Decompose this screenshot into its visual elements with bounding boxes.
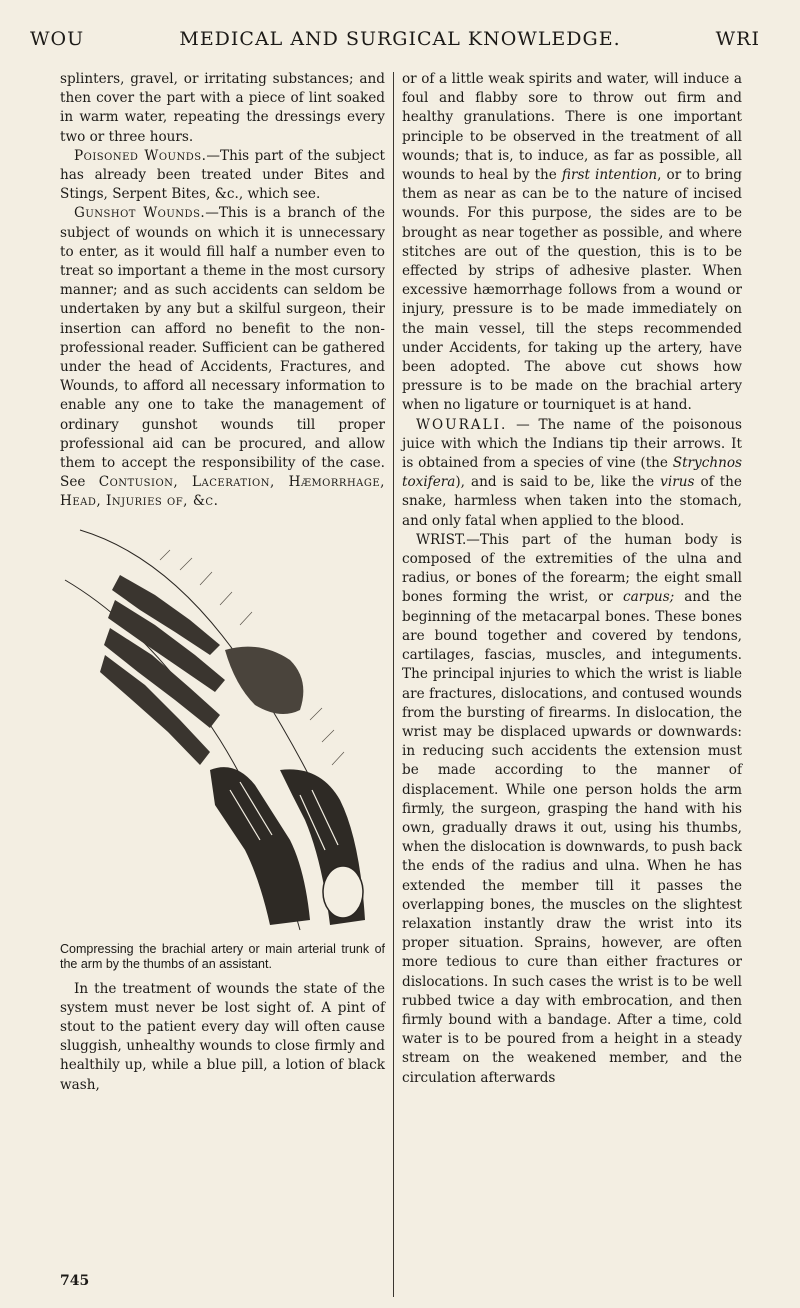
text-incised-wounds: , or to bring them as near as can be to the nature of incised wounds. For this purpose, the sides are to be brought as near together as possible, and where stitches are out of the question, this is to be effected by strips of adhesive plaster. When excessive hæmorrhage follows from a wound or injury, pressure is to be made immediately on the main vessel, till the steps recommended under Accidents, for taking up the artery, have been adopted. The above cut shows how pressure is to be made on the brachial artery when no ligature or tourniquet is at hand. <box>402 167 742 414</box>
entry-body-poisoned-wounds: —This part of the subject has already been treated under Bites and Stings, Serpent Bites, &c., which see. <box>60 147 385 203</box>
running-header <box>0 28 800 58</box>
text-wourali-c: of the snake, harmless when taken into the stomach, and only fatal when applied to the blood. <box>402 474 742 529</box>
entry-gunshot-wounds <box>60 204 385 511</box>
figure-brachial-compression <box>60 520 385 938</box>
entry-body-gunshot-wounds: —This is a branch of the subject of wounds on which it is unnecessary to enter, as it would fill half a number even to treat so important a theme in the most cursory manner; and as such accidents can seldom be undertaken by any but a skilful surgeon, their insertion can afford no benefit to the non-professional reader. Sufficient can be gathered under the head of Accidents, Fractures, and Wounds, to afford all necessary information to enable any one to take the management of ordinary gunshot wounds till proper professional aid can be procured, and allow them to accept the responsibility of the case. See <box>60 205 385 491</box>
header-left-guide-word: WOU <box>30 28 85 50</box>
entry-wourali <box>402 416 742 531</box>
see-also-references: Contusion, Laceration, Hæmorrhage, Head, Injuries of, &c. <box>60 474 385 510</box>
header-title: MEDICAL AND SURGICAL KNOWLEDGE. <box>179 28 621 50</box>
paragraph-treatment: In the treatment of wounds the state of the system must never be lost sight of. A pint of stout to the patient every day will often cause sluggish, unhealthy wounds to close firmly and healthily up, while a blue pill, a lotion of black wash, <box>60 980 385 1093</box>
right-column <box>402 70 742 1088</box>
text-wrist-a: —This part of the human body is composed of the extremities of the ulna and radius, or bones of the forearm; the eight small bones forming the wrist, or <box>402 531 742 606</box>
text-wourali-b: ), and is said to be, like the <box>455 474 655 491</box>
assistant-thumb <box>225 646 303 713</box>
term-virus: virus <box>660 474 695 491</box>
entry-wrist <box>402 531 742 1088</box>
column-rule <box>393 72 394 1297</box>
paragraph-splinters: splinters, gravel, or irritating substances; and then cover the part with a piece of lint soaked in warm water, repeating the dressings every two or three hours. <box>60 71 385 145</box>
text-wrist-b: and the beginning of the metacarpal bones. These bones are bound together and covered by tendons, cartilages, fascias, muscles, and integuments. The principal injuries to which the wrist is liable are fractures, dislocations, and contused wounds from the bursting of firearms. In dislocation, the wrist may be displaced upwards or downwards: in reducing such accidents the extension must be made according to the manner of displacement. While one person holds the arm firmly, the surgeon, grasping the hand with his own, gradually draws it out, using his thumbs, when the dislocation is downwards, to push back the ends of the radius and ulna. When he has extended the member till it passes the overlapping bones, the muscles on the slightest relaxation instantly draw the wrist into its proper situation. Sprains, however, are often more tedious to cure than either fractures or dislocations. In such cases the wrist is to be well rubbed twice a day with embrocation, and then firmly bound with a bandage. After a time, cold water is to be poured from a height in a steady stream on the weakened member, and the circulation afterwards <box>402 589 742 1086</box>
term-first-intention: first intention <box>561 167 658 184</box>
entry-poisoned-wounds <box>60 147 385 205</box>
entry-term-poisoned-wounds: Poisoned Wounds. <box>74 147 207 164</box>
assistant-hand-upper <box>100 575 225 765</box>
text-wourali-a: — The name of the poisonous juice with which the Indians tip their arrows. It is obtained from a species of vine (the <box>402 416 742 472</box>
entry-term-wourali: WOURALI. <box>416 416 508 433</box>
term-carpus: carpus; <box>623 589 675 606</box>
page-number: 745 <box>60 1273 90 1289</box>
text-granulations: or of a little weak spirits and water, will induce a foul and flabby sore to throw out firm and healthy granulations. There is one important principle to be observed in the treatment of all wounds; that is, to induce, as far as possible, all wounds to heal by the <box>402 71 742 184</box>
header-right-guide-word: WRI <box>715 28 760 50</box>
engraving-arm-illustration <box>60 520 385 938</box>
thumbnail-detail <box>323 866 363 918</box>
entry-term-wrist: WRIST. <box>416 531 467 548</box>
paragraph-granulations <box>402 70 742 416</box>
term-strychnos: Strychnos toxifera <box>402 455 742 491</box>
entry-term-gunshot-wounds: Gunshot Wounds. <box>74 205 206 222</box>
figure-caption: Compressing the brachial artery or main arterial trunk of the arm by the thumbs of an assistant. <box>60 941 385 971</box>
left-column <box>60 70 385 1095</box>
